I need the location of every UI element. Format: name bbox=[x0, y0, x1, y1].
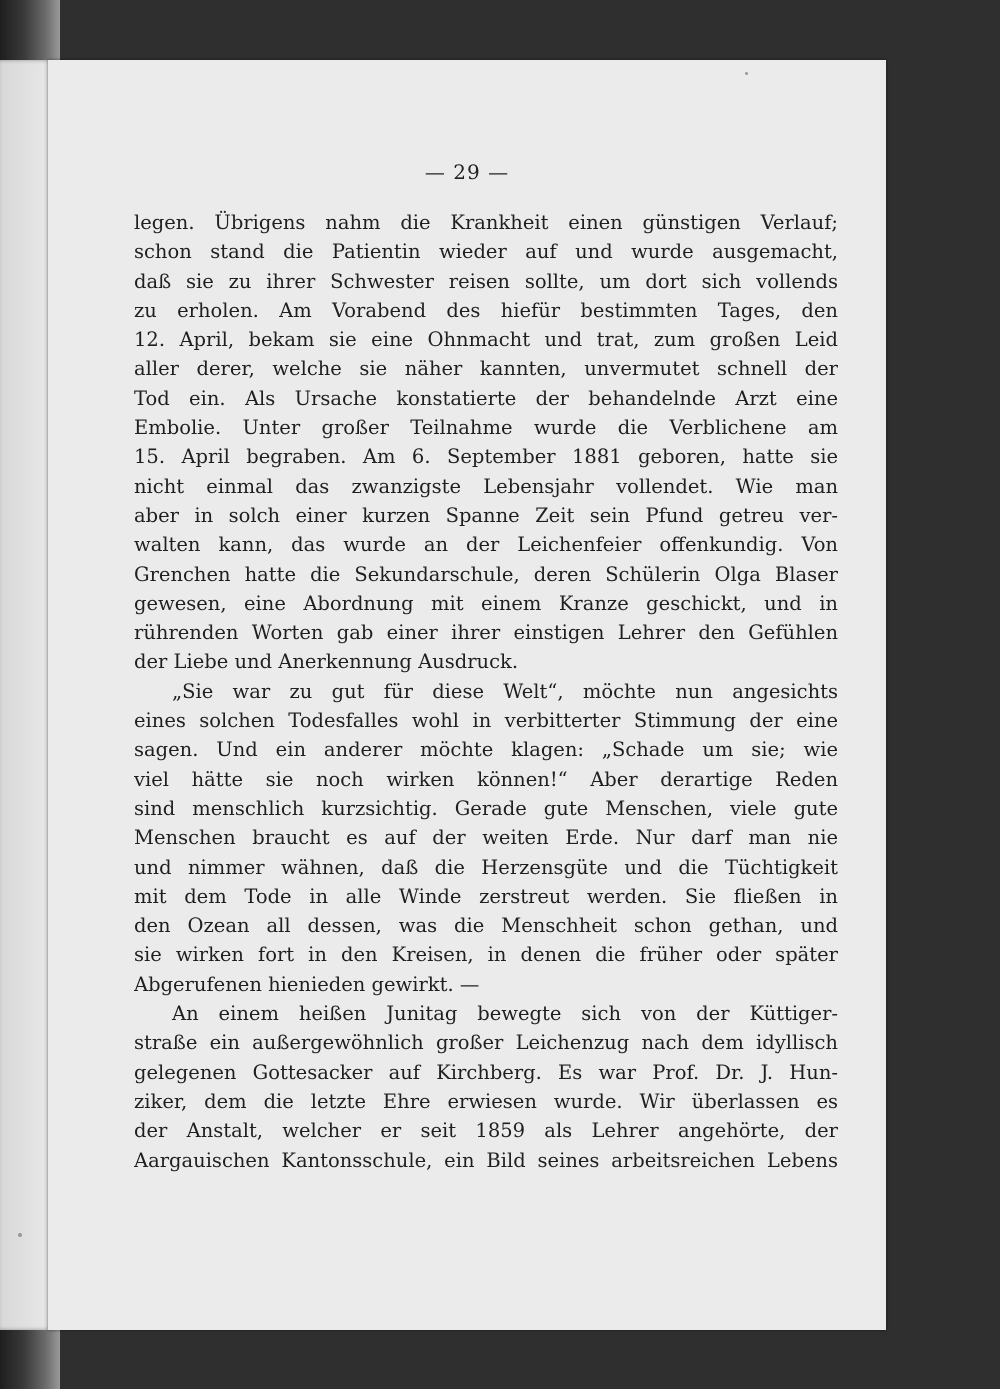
text-line: daß sie zu ihrer Schwester reisen sollte, um dort sich vollends bbox=[134, 269, 838, 293]
text-line: rührenden Worten gab einer ihrer einstigen Lehrer den Gefühlen bbox=[134, 621, 838, 645]
text-line: nicht einmal das zwanzigste Lebensjahr vollendet. Wie man bbox=[134, 474, 838, 498]
text-line: den Ozean all dessen, was die Menschheit schon gethan, und bbox=[134, 914, 838, 938]
text-line: schon stand die Patientin wieder auf und wurde ausgemacht, bbox=[134, 240, 838, 264]
text-line: eines solchen Todesfalles wohl in verbitterter Stimmung der eine bbox=[134, 709, 838, 733]
text-line: sie wirken fort in den Kreisen, in denen die früher oder später bbox=[134, 943, 838, 967]
text-line: Abgerufenen hienieden gewirkt. — bbox=[134, 972, 480, 996]
text-line: aller derer, welche sie näher kannten, unvermutet schnell der bbox=[134, 357, 838, 381]
text-line: aber in solch einer kurzen Spanne Zeit sein Pfund getreu ver- bbox=[134, 503, 838, 527]
text-line: der Liebe und Anerkennung Ausdruck. bbox=[134, 650, 519, 674]
text-line: legen. Übrigens nahm die Krankheit einen günstigen Verlauf; bbox=[134, 211, 838, 234]
dust-speck bbox=[18, 1233, 22, 1237]
text-line: Menschen braucht es auf der weiten Erde. Nur darf man nie bbox=[134, 826, 838, 850]
text-line: gewesen, eine Abordnung mit einem Kranze geschickt, und in bbox=[134, 591, 838, 615]
dust-speck bbox=[745, 72, 748, 75]
text-line: Tod ein. Als Ursache konstatierte der behandelnde Arzt eine bbox=[134, 386, 838, 410]
page-text-body bbox=[134, 208, 838, 1175]
text-line: Embolie. Unter großer Teilnahme wurde die Verblichene am bbox=[134, 416, 838, 440]
text-line: ziker, dem die letzte Ehre erwiesen wurde. Wir überlassen es bbox=[134, 1089, 838, 1113]
text-line: 12. April, bekam sie eine Ohnmacht und trat, zum großen Leid bbox=[134, 328, 838, 352]
text-line: 15. April begraben. Am 6. September 1881 geboren, hatte sie bbox=[134, 445, 838, 469]
text-line: zu erholen. Am Vorabend des hiefür bestimmten Tages, den bbox=[134, 298, 838, 322]
text-line: Aargauischen Kantonsschule, ein Bild seines arbeitsreichen Lebens bbox=[134, 1148, 838, 1172]
text-line: Grenchen hatte die Sekundarschule, deren Schülerin Olga Blaser bbox=[134, 562, 838, 586]
text-line: der Anstalt, welcher er seit 1859 als Lehrer angehörte, der bbox=[134, 1119, 838, 1143]
text-line: „Sie war zu gut für diese Welt“, möchte nun angesichts bbox=[172, 679, 838, 703]
text-line: sagen. Und ein anderer möchte klagen: „Schade um sie; wie bbox=[134, 738, 838, 762]
text-line: sind menschlich kurzsichtig. Gerade gute Menschen, viele gute bbox=[134, 796, 838, 820]
text-line: mit dem Tode in alle Winde zerstreut werden. Sie fließen in bbox=[134, 884, 838, 908]
page-number: — 29 — bbox=[424, 160, 510, 184]
book-page bbox=[48, 60, 886, 1330]
text-line: straße ein außergewöhnlich großer Leichenzug nach dem idyllisch bbox=[134, 1031, 838, 1055]
text-line: viel hätte sie noch wirken können!“ Aber derartige Reden bbox=[134, 767, 838, 791]
text-line: walten kann, das wurde an der Leichenfeier offenkundig. Von bbox=[134, 533, 838, 557]
text-line: gelegenen Gottesacker auf Kirchberg. Es war Prof. Dr. J. Hun- bbox=[134, 1060, 838, 1084]
text-line: An einem heißen Junitag bewegte sich von der Küttiger- bbox=[172, 1002, 838, 1026]
text-line: und nimmer wähnen, daß die Herzensgüte und die Tüchtigkeit bbox=[134, 855, 838, 879]
